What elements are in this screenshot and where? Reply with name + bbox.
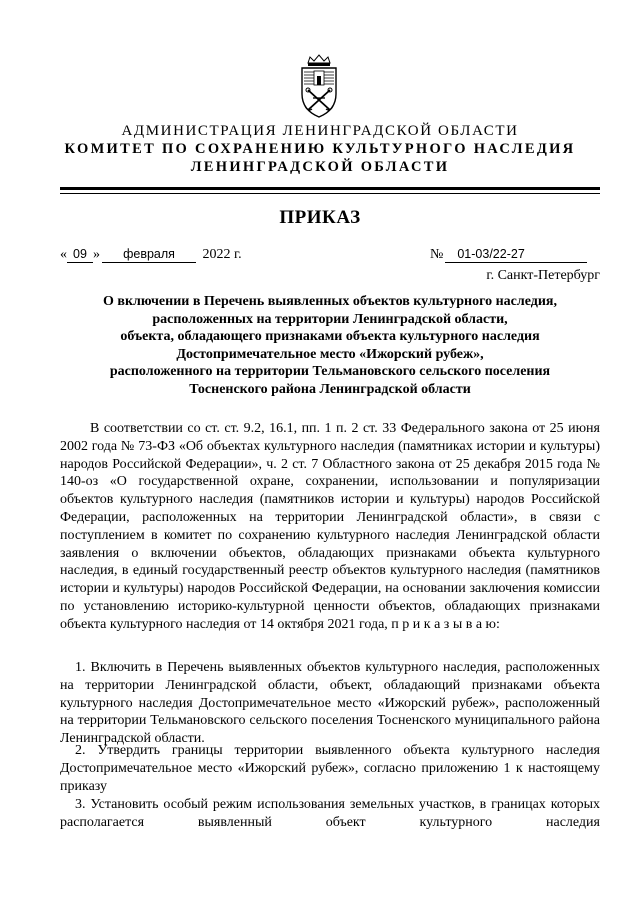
order-month: февраля (102, 247, 196, 263)
subject-line: расположенного на территории Тельмановского сельского поселения (109, 364, 551, 379)
order-item-1: 1. Включить в Перечень выявленных объектов культурного наследия, расположенных на территории Ленинградской области, объект, обладающий признаками объекта культурного наследия Достопримечательное место «Ижорский рубеж», расположенный на территории Тельмановского сельского поселения Тосненского муниципального района Ленинградской области. (60, 660, 600, 747)
order-date (60, 247, 242, 267)
number-sign: № (430, 247, 444, 262)
header-divider-thick (60, 187, 600, 190)
header-administration: АДМИНИСТРАЦИЯ ЛЕНИНГРАДСКОЙ ОБЛАСТИ (121, 123, 519, 139)
document-title: ПРИКАЗ (279, 207, 361, 228)
order-item-3: 3. Установить особый режим использования земельных участков, в границах которых располагается выявленный объект культурного наследия (60, 797, 600, 830)
quote-open: « (60, 247, 67, 262)
subject-line: объекта, обладающего признаками объекта культурного наследия (120, 329, 540, 344)
order-year: 2022 г. (202, 247, 242, 262)
subject-line: Достопримечательное место «Ижорский рубеж», (176, 346, 484, 362)
order-subject (60, 293, 600, 398)
preamble-paragraph (60, 420, 600, 634)
coat-of-arms-icon (296, 54, 342, 120)
quote-close: » (93, 247, 100, 262)
subject-line: О включении в Перечень выявленных объектов культурного наследия, (103, 294, 557, 309)
order-day: 09 (67, 247, 93, 263)
preamble-text: В соответствии со ст. ст. 9.2, 16.1, пп. 1 п. 2 ст. 33 Федерального закона от 25 июня 2002 года № 73-ФЗ «Об объектах культурного наследия (памятниках истории и культуры) народов Российской Федерации», ч. 2 ст. 7 Областного закона от 25 декабря 2015 года № 140-оз «О государственной охране, сохранении, использовании и популяризации объектов культурного наследия (памятников истории и культуры) народов Российской Федерации, расположенных на территории Ленинградской области», в связи с поступлением в комитет по сохранению культурного наследия Ленинградской области заявления о включении объектов, обладающих признаками объекта культурного наследия, в единый государственный реестр объектов культурного наследия (памятников истории и культуры) народов Российской Федерации, на основании заключения комиссии по установлению историко-культурной ценности объектов, обладающих признаками объекта культурного наследия от 14 октября 2021 года, (60, 421, 600, 632)
header-divider-thin (60, 193, 600, 194)
order-number (430, 247, 587, 263)
header-committee: КОМИТЕТ ПО СОХРАНЕНИЮ КУЛЬТУРНОГО НАСЛЕДИЯ (64, 141, 576, 157)
subject-line: Тосненского района Ленинградской области (189, 381, 471, 397)
order-item-2: 2. Утвердить границы территории выявленного объекта культурного наследия Достопримечательное место «Ижорский рубеж», согласно приложению 1 к настоящему приказу (60, 743, 600, 794)
subject-line: расположенных на территории Ленинградской области, (152, 311, 508, 327)
order-city: г. Санкт-Петербург (486, 268, 600, 283)
order-word: п р и к а з ы в а ю: (391, 616, 500, 632)
header-region: ЛЕНИНГРАДСКОЙ ОБЛАСТИ (190, 159, 450, 175)
order-number-value: 01-03/22-27 (445, 247, 587, 263)
